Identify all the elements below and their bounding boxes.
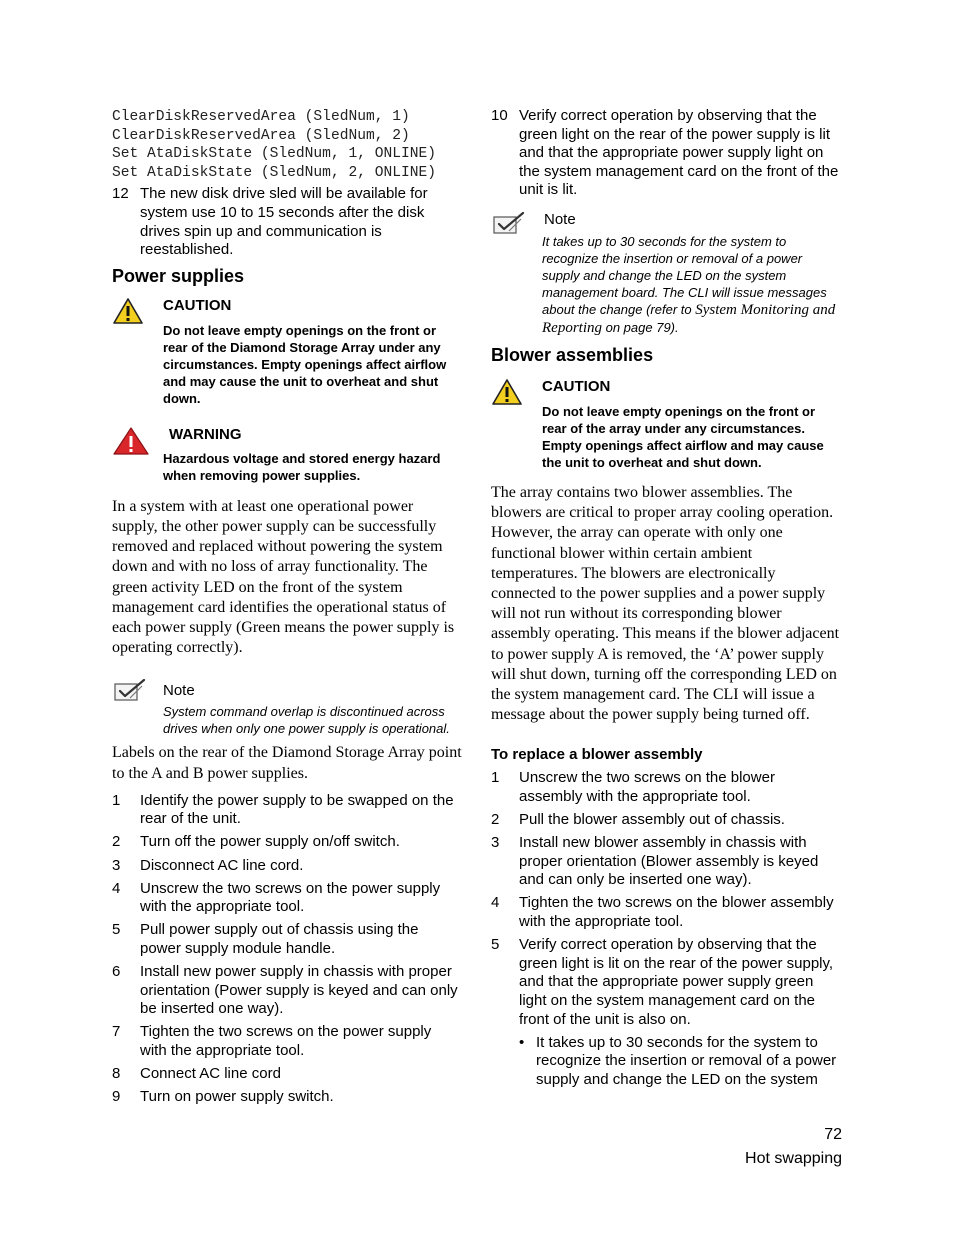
step-number: 5	[112, 921, 121, 939]
step-text: Unscrew the two screws on the power supply with the appropriate tool.	[140, 879, 441, 916]
list-item	[112, 1023, 462, 1060]
step-text: Install new blower assembly in chassis with proper orientation (Blower assembly is keyed and can only be inserted one way).	[519, 834, 819, 889]
step-number: 12	[112, 185, 129, 203]
step-text: Tighten the two screws on the power supply with the appropriate tool.	[140, 1023, 432, 1059]
step-10	[491, 107, 841, 200]
step-number: 5	[491, 936, 500, 954]
step-text: Turn on power supply switch.	[140, 1088, 334, 1106]
list-item	[112, 1088, 462, 1107]
step-number: 3	[491, 834, 500, 852]
step-text: Verify correct operation by observing that the green light on the rear of the power supply is lit and that the appropriate power supply light on the system management card on the front of the unit is lit.	[519, 107, 839, 199]
note-pencil-icon	[491, 211, 542, 337]
warning-title: WARNING	[169, 425, 242, 443]
warning-icon	[112, 426, 163, 484]
step-number: 10	[491, 107, 508, 124]
note-text: System command overlap is discontinued across drives when only one power supply is operational.	[163, 704, 450, 737]
step-number: 9	[112, 1088, 121, 1106]
list-item	[112, 1065, 462, 1084]
caution-title: CAUTION	[542, 377, 611, 395]
step-text: Pull the blower assembly out of chassis.	[519, 811, 785, 829]
page-number: 72	[824, 1126, 842, 1143]
list-item	[112, 857, 462, 876]
step-text: Install new power supply in chassis with proper orientation (Power supply is keyed and can only be inserted one way).	[140, 963, 458, 1018]
code-block	[112, 108, 462, 182]
list-item	[112, 880, 462, 917]
step-text: Connect AC line cord	[140, 1065, 281, 1082]
caution-icon	[112, 297, 163, 407]
subheading-replace-blower: To replace a blower assembly	[491, 746, 703, 764]
note-text-main: It takes up to 30 seconds for the system to recognize the insertion or removal of a power supply and change the LED on the system management board. The CLI will issue messages about the change (refer to	[542, 233, 827, 317]
blower-paragraph: The array contains two blower assemblies. The blowers are critical to proper array cooling operation. However, the array can operate with only one functional blower within certain ambient temperatures. The blowers are electronically connected to the power supplies and a power supply will not run without its corresponding blower assembly operating. This means if the blower adjacent to power supply A is removed, the ‘A’ power supply will shut down, turning off the corresponding LED on the system management card. The CLI will issue a message about the power supply being turned off.	[491, 483, 840, 724]
step-number: 4	[491, 894, 500, 912]
list-item	[491, 894, 841, 931]
step-number: 2	[112, 833, 121, 851]
step-text: Verify correct operation by observing that the green light is lit on the rear of the power supply, and that the appropriate power supply green light on the system management card on the front of the unit is also on.	[519, 936, 834, 1028]
footer-section-title: Hot swapping	[745, 1150, 842, 1167]
code-line: ClearDiskReservedArea (SledNum, 1)	[112, 109, 410, 125]
code-line: ClearDiskReservedArea (SledNum, 2)	[112, 127, 410, 144]
step-text: Identify the power supply to be swapped on the rear of the unit.	[140, 791, 454, 828]
step-number: 3	[112, 856, 121, 874]
note-callout	[112, 678, 462, 737]
warning-text: Hazardous voltage and stored energy hazard when removing power supplies.	[163, 450, 441, 483]
power-supply-steps	[112, 792, 462, 1107]
step-number: 8	[112, 1065, 121, 1082]
bullet-icon: •	[519, 1033, 525, 1051]
step-number: 4	[112, 879, 121, 897]
note-title: Note	[163, 682, 195, 700]
list-item	[112, 792, 462, 829]
blower-steps	[491, 769, 841, 1029]
bullet-item	[519, 1034, 841, 1090]
step-number: 2	[491, 811, 500, 829]
list-item	[491, 834, 841, 890]
left-column	[112, 104, 462, 1111]
note-callout	[491, 211, 841, 337]
note-title: Note	[544, 210, 576, 228]
section-heading-power-supplies: Power supplies	[112, 265, 245, 286]
note-text-suffix: on page 79).	[602, 319, 679, 335]
code-line: Set AtaDiskState (SledNum, 1, ONLINE)	[112, 146, 437, 163]
step-12	[112, 185, 462, 259]
caution-callout	[491, 378, 841, 471]
caution-callout	[112, 297, 462, 407]
list-item	[112, 833, 462, 852]
step-text: The new disk drive sled will be available for system use 10 to 15 seconds after the disk drives spin up and communication is reestablished.	[140, 185, 428, 259]
list-item	[491, 936, 841, 1029]
step-number: 6	[112, 963, 121, 981]
cross-reference-link[interactable]: System Monitoring and Reporting	[542, 301, 836, 336]
note-text	[542, 233, 841, 337]
step-text: Unscrew the two screws on the blower assembly with the appropriate tool.	[519, 769, 775, 805]
power-supply-paragraph: In a system with at least one operational power supply, the other power supply can be successfully removed and replaced without powering the system down and with no loss of array functionality. The green activity LED on the front of the system management card identifies the operational status of each power supply (Green means the power supply is operating correctly).	[112, 497, 455, 657]
note-pencil-icon	[112, 678, 163, 737]
caution-text: Do not leave empty openings on the front or rear of the array under any circumstances. Empty openings affect airflow and may cause the unit to overheat and shut down.	[542, 403, 824, 470]
step-number: 1	[491, 769, 500, 787]
bullet-text: It takes up to 30 seconds for the system to recognize the insertion or removal of a power supply and change the LED on the system	[536, 1033, 837, 1088]
step-text: Tighten the two screws on the blower assembly with the appropriate tool.	[519, 894, 834, 931]
list-item	[112, 963, 462, 1019]
step-number: 7	[112, 1023, 121, 1041]
code-line: Set AtaDiskState (SledNum, 2, ONLINE)	[112, 164, 437, 181]
caution-icon	[491, 378, 542, 471]
list-item	[491, 811, 841, 830]
step-text: Disconnect AC line cord.	[140, 856, 304, 874]
list-item	[112, 921, 462, 958]
warning-callout	[112, 426, 462, 484]
section-heading-blower-assemblies: Blower assemblies	[491, 344, 654, 365]
step-number: 1	[112, 791, 121, 809]
right-column	[491, 104, 841, 1089]
labels-paragraph: Labels on the rear of the Diamond Storage Array point to the A and B power supplies.	[112, 744, 462, 782]
caution-title: CAUTION	[163, 296, 232, 314]
list-item	[491, 769, 841, 806]
caution-text: Do not leave empty openings on the front or rear of the Diamond Storage Array under any circumstances. Empty openings affect airflow and may cause the unit to overheat and shut down.	[163, 322, 447, 406]
step-text: Turn off the power supply on/off switch.	[140, 833, 400, 851]
step-text: Pull power supply out of chassis using the power supply module handle.	[140, 921, 419, 957]
